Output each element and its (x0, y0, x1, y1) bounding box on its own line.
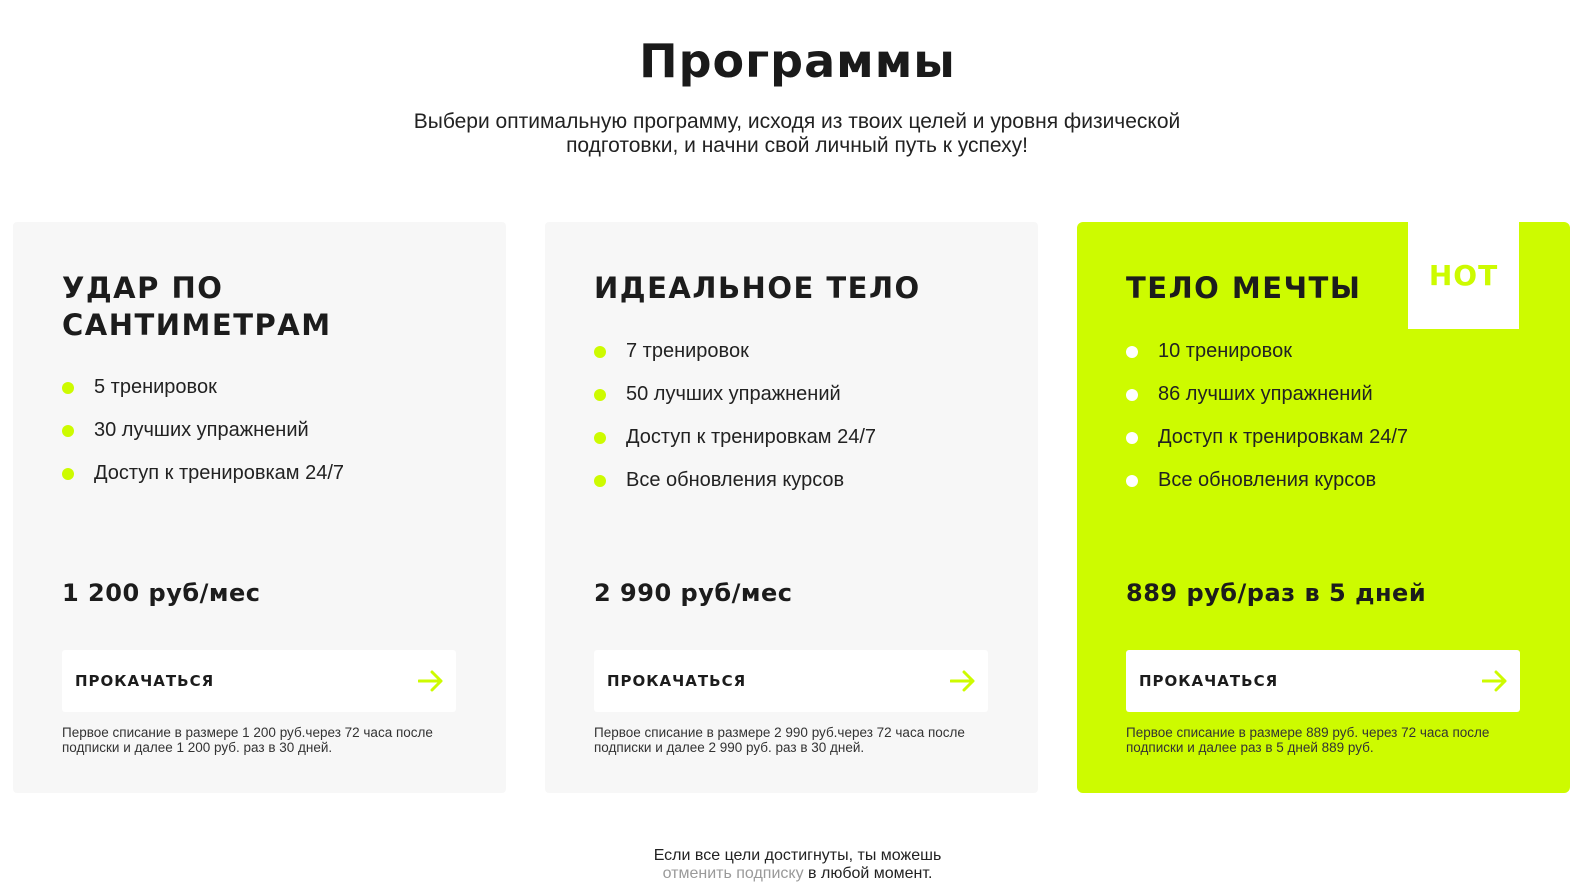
feature-item (62, 415, 344, 458)
cancel-note-text: Если все цели достигнуты, ты можешь (653, 847, 942, 864)
feature-label: Все обновления курсов (626, 469, 845, 491)
feature-label: Доступ к тренировкам 24/7 (626, 426, 877, 448)
feature-label: Доступ к тренировкам 24/7 (94, 462, 345, 484)
cancel-note-text-after: в любой момент. (808, 865, 933, 882)
feature-item (1126, 422, 1408, 465)
feature-label: 10 тренировок (1158, 340, 1292, 362)
cancel-subscription-link[interactable]: отменить подписку (662, 865, 804, 882)
feature-item (62, 458, 344, 501)
arrow-right-icon (418, 670, 444, 692)
feature-label: Все обновления курсов (1158, 469, 1377, 491)
bullet-dot-icon (62, 425, 74, 437)
feature-item (594, 336, 876, 379)
plan-features-list (62, 372, 344, 501)
feature-item (1126, 379, 1408, 422)
plan-title: УДАР ПО САНТИМЕТРАМ (62, 271, 332, 342)
upgrade-button[interactable] (594, 650, 988, 712)
bullet-dot-icon (1126, 475, 1138, 487)
page-subtitle: Выбери оптимальную программу, исходя из твоих целей и уровня физической подготовки, и начни свой личный путь к успеху! (413, 110, 1181, 157)
feature-item (62, 372, 344, 415)
feature-item (1126, 336, 1408, 379)
bullet-dot-icon (62, 468, 74, 480)
billing-note: Первое списание в размере 1 200 руб.через 72 часа после подписки и далее 1 200 руб. раз в 30 дней. (62, 725, 433, 755)
plan-price: 2 990 руб/мес (594, 579, 793, 607)
upgrade-button-label: ПРОКАЧАТЬСЯ (75, 672, 215, 690)
upgrade-button[interactable] (62, 650, 456, 712)
plan-card-udar-po-santimetram (13, 222, 506, 793)
feature-label: 50 лучших упражнений (626, 383, 841, 405)
feature-item (594, 465, 876, 508)
plan-features-list (594, 336, 876, 508)
feature-item (594, 379, 876, 422)
upgrade-button[interactable] (1126, 650, 1520, 712)
cancel-note (0, 847, 1595, 883)
feature-label: 5 тренировок (94, 376, 217, 398)
bullet-dot-icon (1126, 432, 1138, 444)
plan-title: ИДЕАЛЬНОЕ ТЕЛО (594, 271, 921, 305)
arrow-right-icon (1482, 670, 1508, 692)
billing-note: Первое списание в размере 2 990 руб.через 72 часа после подписки и далее 2 990 руб. раз в 30 дней. (594, 725, 965, 755)
bullet-dot-icon (1126, 389, 1138, 401)
plan-features-list (1126, 336, 1408, 508)
plan-price: 889 руб/раз в 5 дней (1126, 579, 1427, 607)
plan-card-telo-mechty (1077, 222, 1570, 793)
bullet-dot-icon (594, 432, 606, 444)
feature-label: Доступ к тренировкам 24/7 (1158, 426, 1409, 448)
feature-label: 7 тренировок (626, 340, 749, 362)
bullet-dot-icon (594, 389, 606, 401)
page-title: Программы (639, 34, 956, 88)
hot-badge (1408, 222, 1519, 329)
feature-label: 86 лучших упражнений (1158, 383, 1373, 405)
upgrade-button-label: ПРОКАЧАТЬСЯ (607, 672, 747, 690)
bullet-dot-icon (1126, 346, 1138, 358)
plan-title: ТЕЛО МЕЧТЫ (1126, 271, 1362, 305)
plan-price: 1 200 руб/мес (62, 579, 261, 607)
bullet-dot-icon (62, 382, 74, 394)
hot-badge-label: HOT (1428, 259, 1499, 292)
feature-item (1126, 465, 1408, 508)
arrow-right-icon (950, 670, 976, 692)
bullet-dot-icon (594, 346, 606, 358)
feature-label: 30 лучших упражнений (94, 419, 309, 441)
upgrade-button-label: ПРОКАЧАТЬСЯ (1139, 672, 1279, 690)
plan-card-idealnoe-telo (545, 222, 1038, 793)
billing-note: Первое списание в размере 889 руб. через 72 часа после подписки и далее раз в 5 дней 889 руб. (1126, 725, 1490, 755)
bullet-dot-icon (594, 475, 606, 487)
feature-item (594, 422, 876, 465)
